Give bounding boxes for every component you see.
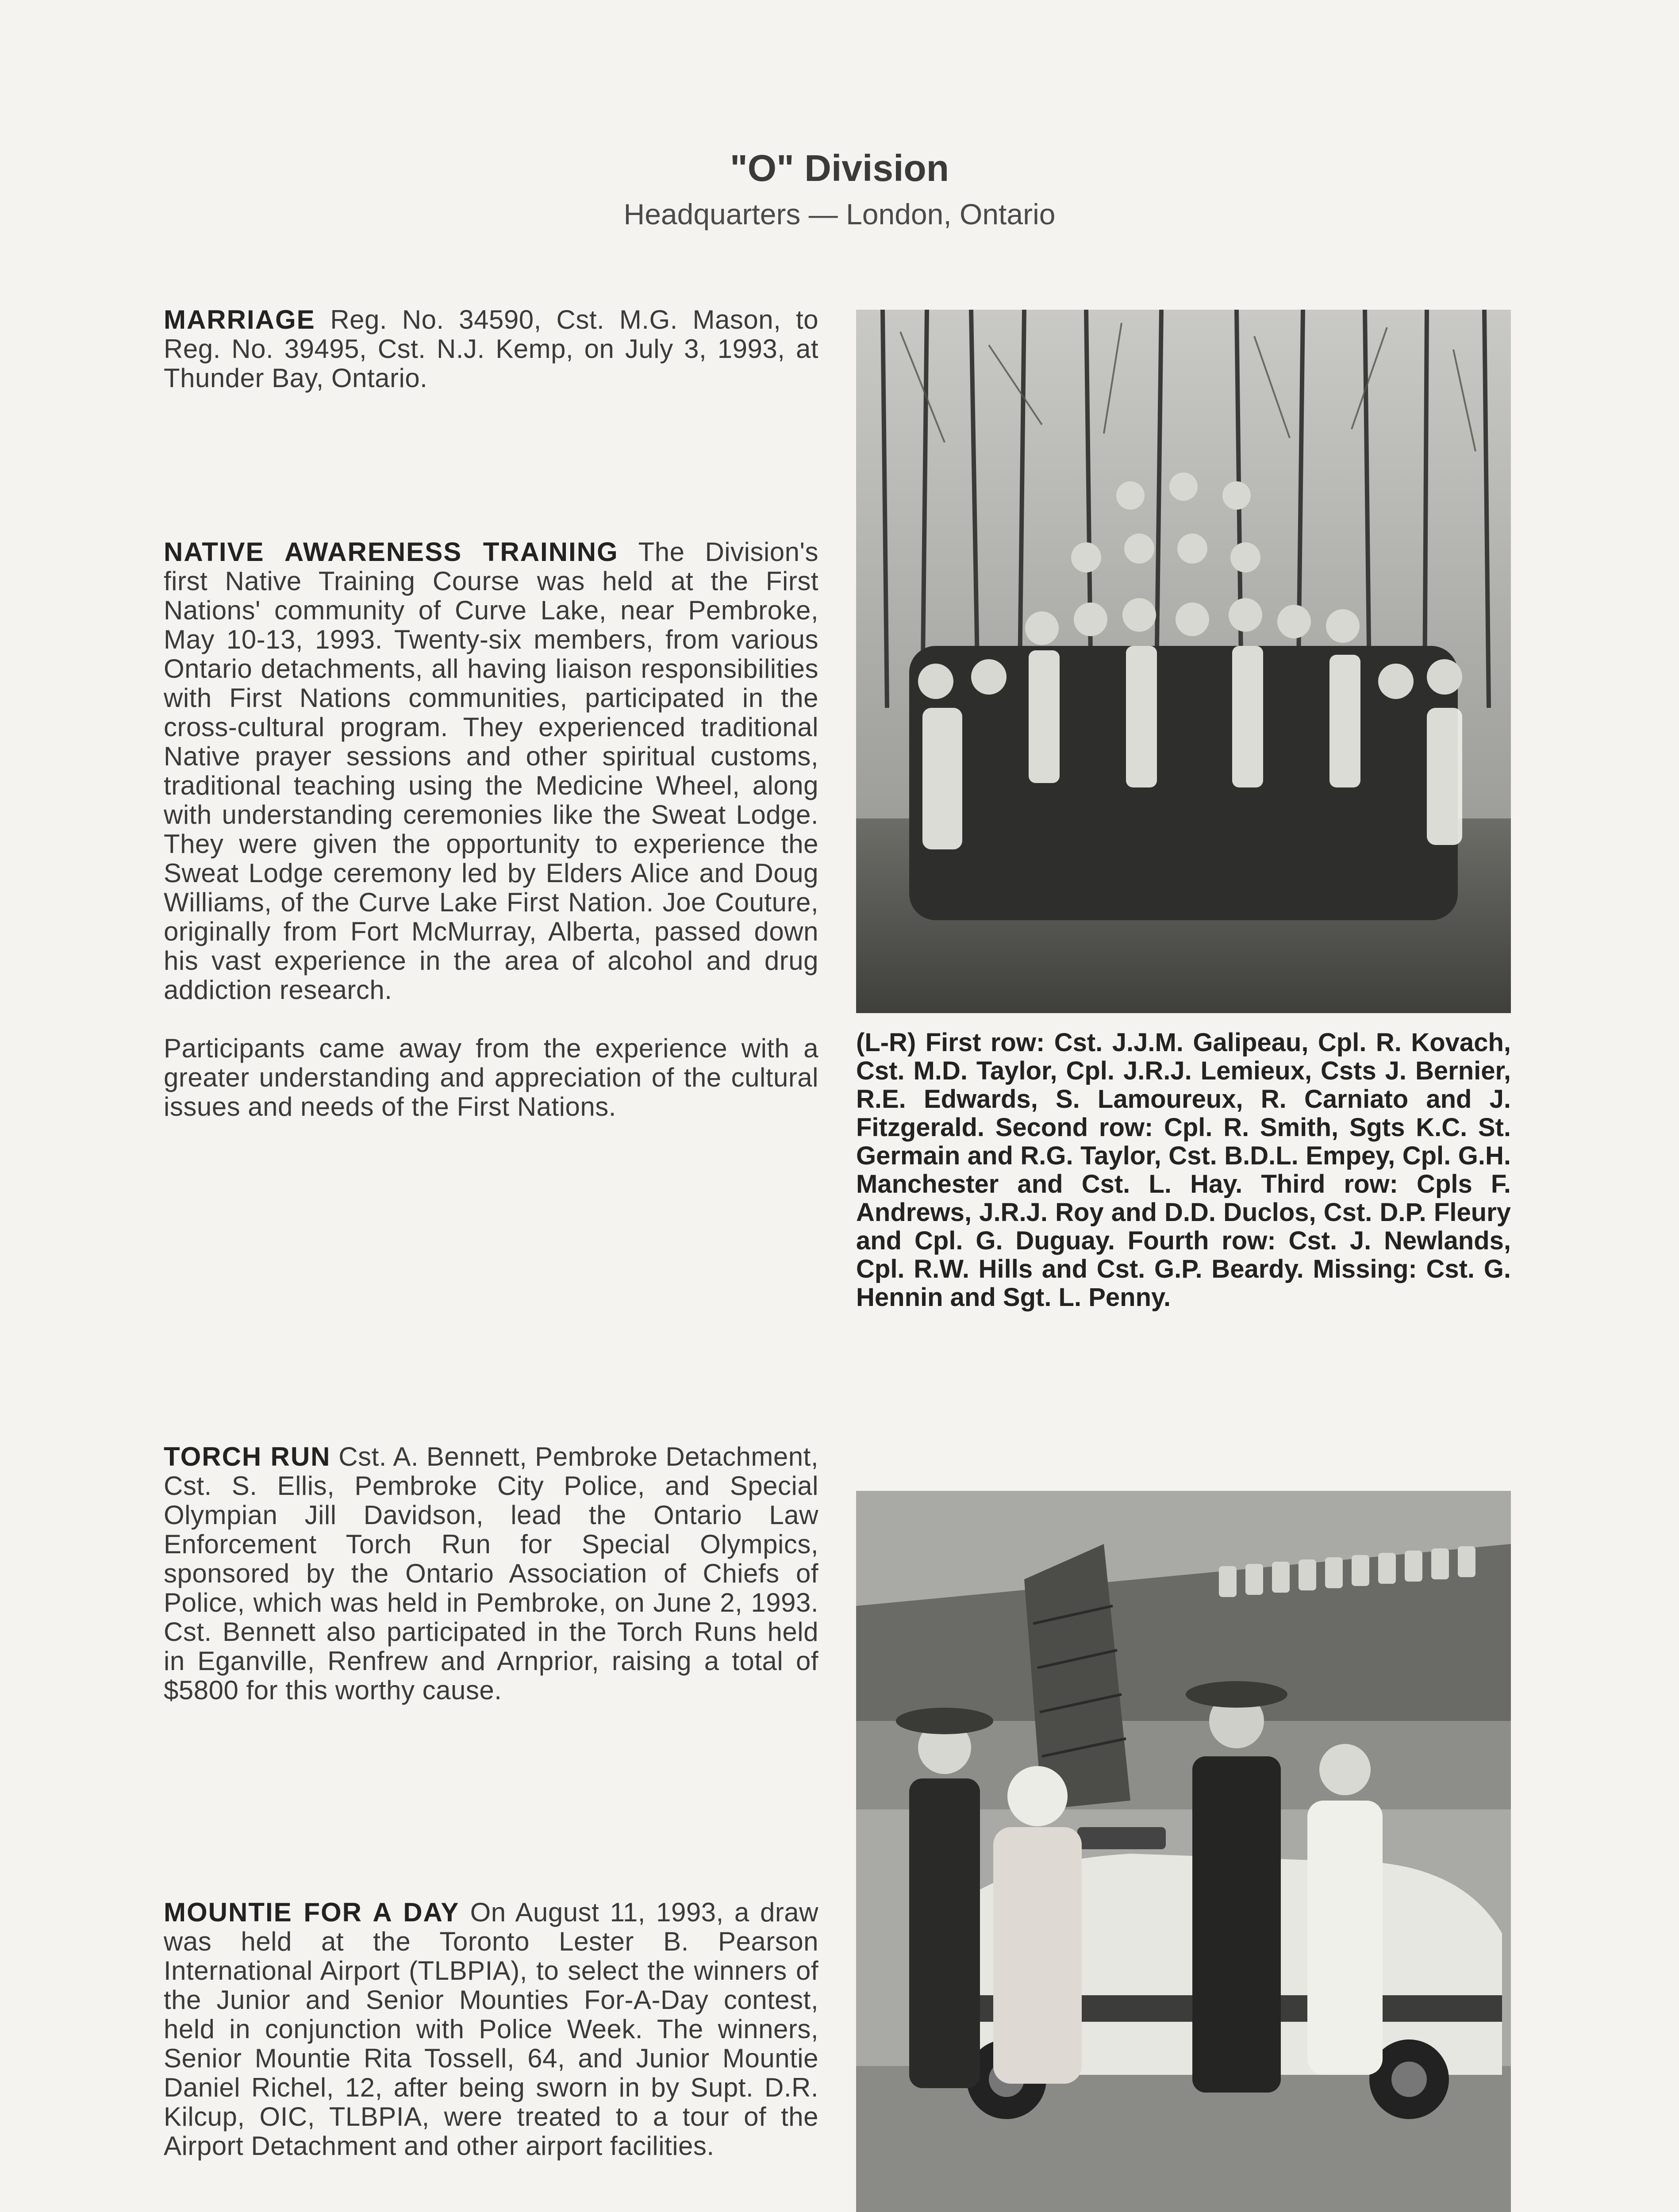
article-mountie-for-a-day xyxy=(164,1898,818,2161)
article-body: Cst. A. Bennett, Pembroke Detachment, Cst. S. Ellis, Pembroke City Police, and Special Olympian Jill Davidson, lead the Ontario Law Enforcement Torch Run for Special Olympics, sponsored by the Ontario Association of Chiefs of Police, which was held in Pembroke, on June 2, 1993. Cst. Bennett also participated in the Torch Runs held in Eganville, Renfrew and Arnprior, raising a total of $5800 for this worthy cause. xyxy=(164,1442,818,1705)
group-photo-caption: (L-R) First row: Cst. J.J.M. Galipeau, Cpl. R. Kovach, Cst. M.D. Taylor, Cpl. J.R.J. Lemieux, Csts J. Bernier, R.E. Edwards, S. Lamoureux, R. Carniato and J. Fitzgerald. Second row: Cpl. R. Smith, Sgts K.C. St. Germain and R.G. Taylor, Cst. B.D.L. Empey, Cpl. G.H. Manchester and Cst. L. Hay. Third row: Cpls F. Andrews, J.R.J. Roy and D.D. Duclos, Cst. D.P. Fleury and Cpl. G. Duguay. Fourth row: Cst. J. Newlands, Cpl. R.W. Hills and Cst. G.P. Beardy. Missing: Cst. G. Hennin and Sgt. L. Penny. xyxy=(856,1028,1511,1312)
article-lead: MARRIAGE xyxy=(164,305,315,334)
group-photo-image xyxy=(856,310,1511,1013)
article-body: The Division's first Native Training Course was held at the First Nations' community of Curve Lake, near Pembroke, May 10-13, 1993. Twenty-six members, from various Ontario detachments, all having liaison responsibilities with First Nations communities, participated in the cross-cultural program. They experienced traditional Native prayer sessions and other spiritual customs, traditional teaching using the Medicine Wheel, along with understanding ceremonies like the Sweat Lodge. They were given the opportunity to experience the Sweat Lodge ceremony led by Elders Alice and Doug Williams, of the Curve Lake First Nation. Joe Couture, originally from Fort McMurray, Alberta, passed down his vast experience in the area of alcohol and drug addiction research. xyxy=(164,537,818,1005)
article-torch-run xyxy=(164,1442,818,1705)
article-lead: TORCH RUN xyxy=(164,1442,331,1471)
article-body: Reg. No. 34590, Cst. M.G. Mason, to Reg. No. 39495, Cst. N.J. Kemp, on July 3, 1993, at Thunder Bay, Ontario. xyxy=(164,305,818,393)
division-subtitle: Headquarters — London, Ontario xyxy=(623,198,1056,230)
division-title: "O" Division xyxy=(730,147,949,189)
article-body-continued: Participants came away from the experience with a greater understanding and appreciation of the cultural issues and needs of the First Nations. xyxy=(164,1033,818,1121)
article-body: On August 11, 1993, a draw was held at the Toronto Lester B. Pearson International Airport (TLBPIA), to select the winners of the Junior and Senior Mounties For-A-Day contest, held in conjunction with Police Week. The winners, Senior Mountie Rita Tossell, 64, and Junior Mountie Daniel Richel, 12, after being sworn in by Supt. D.R. Kilcup, OIC, TLBPIA, were treated to a tour of the Airport Detachment and other airport facilities. xyxy=(164,1897,818,2161)
airport-photo-image xyxy=(856,1491,1511,2212)
article-native-awareness xyxy=(164,538,818,1121)
airport-photo xyxy=(856,1491,1511,2212)
article-marriage xyxy=(164,305,818,393)
page-header xyxy=(0,146,1679,236)
article-lead: NATIVE AWARENESS TRAINING xyxy=(164,537,619,567)
group-photo xyxy=(856,310,1511,1013)
article-lead: MOUNTIE FOR A DAY xyxy=(164,1897,460,1927)
